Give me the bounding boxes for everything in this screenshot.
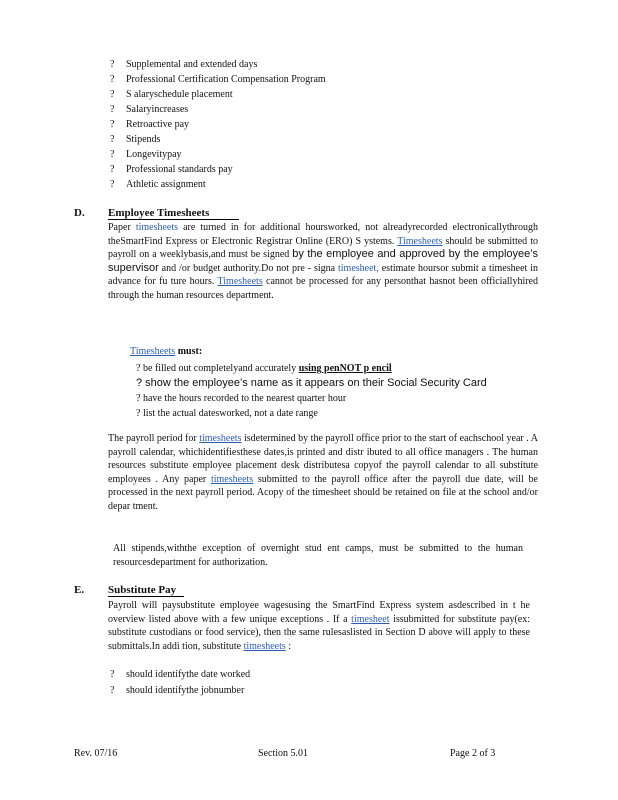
bullet-glyph: ? xyxy=(110,164,115,175)
emphasis-signature-requirement: by the employee and approved by the employee’s supervisor xyxy=(108,248,538,274)
bullet-glyph: ? xyxy=(110,179,115,190)
must-block-header: Timesheets must: xyxy=(130,346,203,357)
bullet-glyph: ? xyxy=(110,669,115,680)
footer-section: Section 5.01 xyxy=(258,748,308,759)
timesheet-link[interactable]: timesheet xyxy=(351,613,390,625)
list-item-text: Supplemental and extended days xyxy=(126,59,258,70)
section-d-title: Employee Timesheets xyxy=(108,207,239,220)
list-item: ? list the actual datesworked, not a date range xyxy=(136,408,318,419)
list-item-text: Professional standards pay xyxy=(126,164,233,175)
list-item-text: Salaryincreases xyxy=(126,104,189,115)
timesheet-requirements-list xyxy=(136,361,487,421)
section-d-paragraph-1: Paper timesheets are turned in for additional hoursworked, not alreadyrecorded electronicallythrough theSmartFind Express or Electronic Registrar Online (ERO) S ystems. Timesheets should be submitted to payroll on a weeklybasis,and must be signed by the employee and approved by the employee’s supervisor and /or budget authority.Do not pre - signa timesheet, estimate hoursor submit a timesheet in advance for fu ture hours. Timesheets cannot be processed for any personthat hasnot been officiallyhired through the human resources department. xyxy=(108,222,539,301)
timesheets-link[interactable]: timesheets xyxy=(243,640,286,652)
list-item-text: S alaryschedule placement xyxy=(126,89,233,100)
list-item-text: Athletic assignment xyxy=(126,179,206,190)
list-item-text: Professional Certification Compensation Program xyxy=(126,74,326,85)
bullet-glyph: ? xyxy=(110,74,115,85)
timesheets-link[interactable]: timesheets xyxy=(135,222,179,233)
timesheets-link[interactable]: timesheets xyxy=(199,433,242,444)
list-item-text: Longevitypay xyxy=(126,149,182,160)
timesheets-link[interactable]: Timesheets xyxy=(130,346,176,357)
section-d-paragraph-3: All stipends,withthe exception of overnight stud ent camps, must be submitted to the human resourcesdepartment for authorization. xyxy=(113,543,523,568)
list-item: ? show the employee’s name as it appears on their Social Security Card xyxy=(136,377,487,389)
list-item-text: Stipends xyxy=(126,134,161,145)
list-item-text: should identifythe date worked xyxy=(126,669,251,680)
footer-page-number: Page 2 of 3 xyxy=(450,748,496,759)
bullet-glyph: ? xyxy=(110,685,115,696)
bullet-glyph: ? xyxy=(110,104,115,115)
timesheet-link[interactable]: timesheet, xyxy=(337,262,379,274)
bullet-glyph: ? xyxy=(110,89,115,100)
timesheets-link[interactable]: Timesheets xyxy=(217,276,263,287)
section-e-letter: E. xyxy=(74,584,85,596)
section-d-paragraph-2: The payroll period for timesheets isdetermined by the payroll office prior to the start of eachschool year . A payroll calendar, whichidentifiesthese dates,is printed and distr ibuted to all office managers . The human resources substitute employee placement desk distributesa copyof the payroll calendar to all substitute employees . Any paper timesheets submitted to the payroll office after the payroll due date, will be processed in the next payroll period. Acopy of the timesheet should be retained on file at the school and/or depar tment. xyxy=(108,433,538,512)
pen-emphasis: using penNOT p encil xyxy=(298,363,392,374)
footer-revision: Rev. 07/16 xyxy=(74,748,118,759)
timesheets-link[interactable]: timesheets xyxy=(210,473,254,485)
list-item-text: Retroactive pay xyxy=(126,119,190,130)
bullet-glyph: ? xyxy=(110,134,115,145)
bullet-glyph: ? xyxy=(110,59,115,70)
list-item-text: should identifythe jobnumber xyxy=(126,685,245,696)
timesheets-link[interactable]: Timesheets xyxy=(397,235,443,247)
section-d-letter: D. xyxy=(74,207,85,219)
bullet-glyph: ? xyxy=(110,149,115,160)
section-e-paragraph: Payroll will paysubstitute employee wagesusing the SmartFind Express system asdescribed in t he overview listed above with a few unique exceptions . If a timesheet issubmitted for substitute pay(ex: substitute custodians or food service), then the same rulesaslisted in Section D above will apply to these submittals.In addi tion, substitute timesheets : xyxy=(108,600,531,652)
bullet-glyph: ? xyxy=(110,119,115,130)
list-item: ? be filled out completelyand accurately using penNOT p encil xyxy=(136,363,392,374)
list-item: ? have the hours recorded to the nearest quarter hour xyxy=(136,393,347,404)
section-e-title: Substitute Pay xyxy=(108,584,184,597)
